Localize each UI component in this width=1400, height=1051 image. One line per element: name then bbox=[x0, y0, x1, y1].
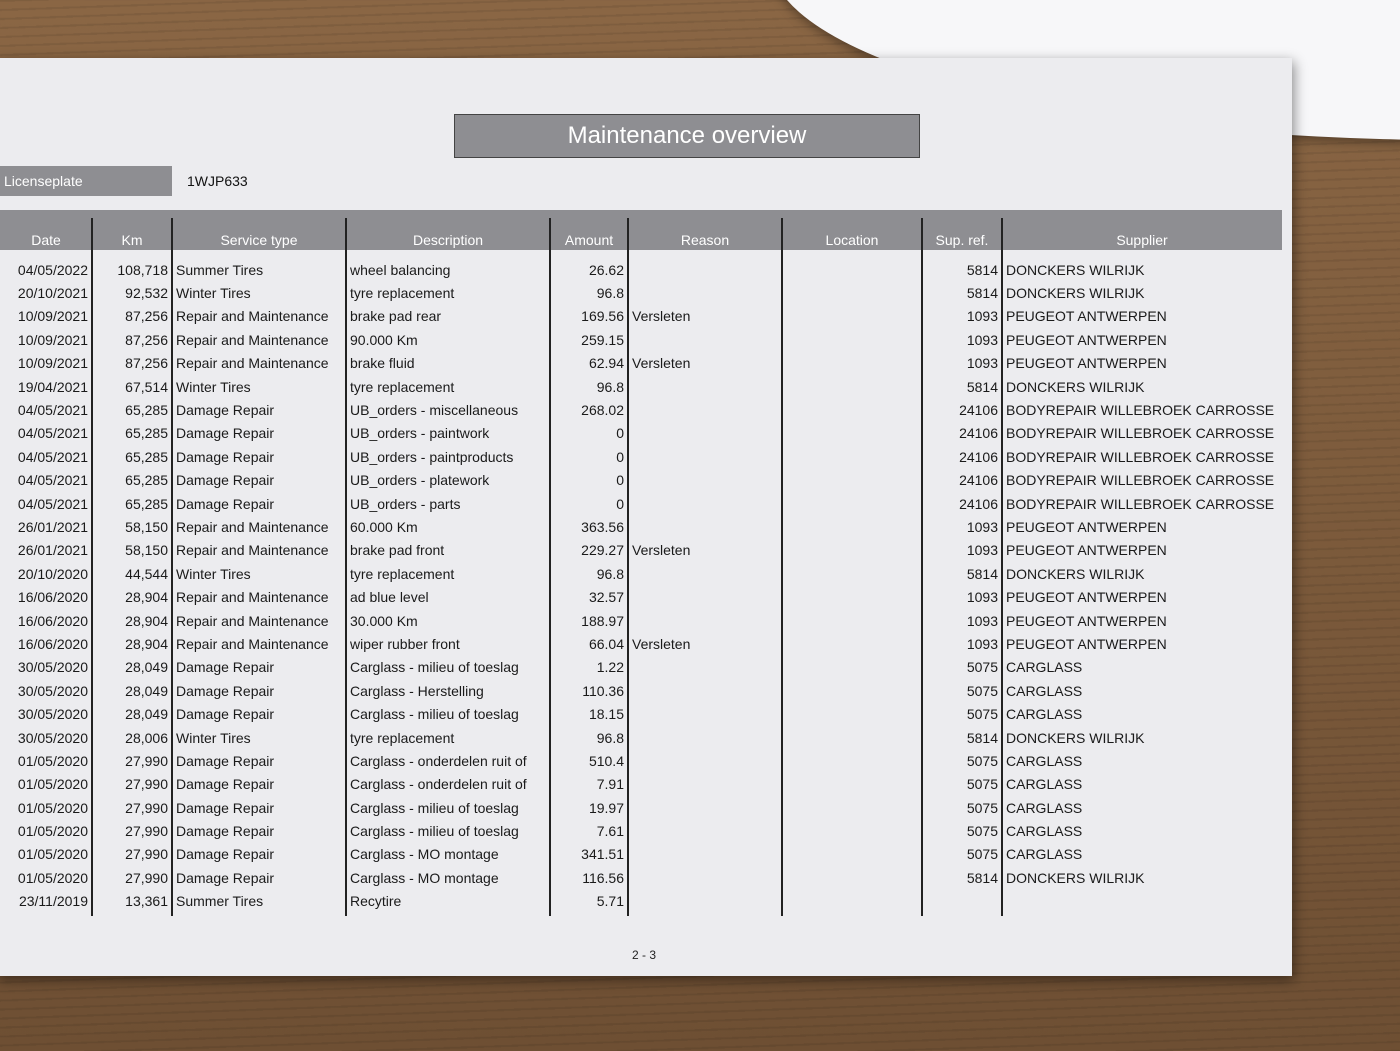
cell-date: 23/11/2019 bbox=[18, 893, 88, 910]
cell-km: 87,256 bbox=[125, 308, 168, 325]
table-row bbox=[0, 328, 1282, 351]
cell-reason bbox=[628, 422, 782, 445]
cell-reason bbox=[628, 398, 782, 421]
cell-service-type: Damage Repair bbox=[176, 869, 275, 886]
cell-service-type: Repair and Maintenance bbox=[176, 518, 329, 535]
cell-amount: 0 bbox=[616, 448, 624, 465]
cell-date: 01/05/2020 bbox=[17, 752, 88, 769]
cell-description: brake fluid bbox=[350, 355, 415, 372]
cell-reason bbox=[628, 890, 782, 913]
cell-amount: 268.02 bbox=[581, 402, 624, 419]
cell-km: 65,285 bbox=[125, 495, 168, 512]
cell-service-type: Repair and Maintenance bbox=[176, 331, 329, 348]
cell-km: 28,904 bbox=[125, 635, 168, 652]
cell-reason bbox=[628, 843, 782, 866]
table-row bbox=[0, 819, 1282, 842]
cell-supplier: PEUGEOT ANTWERPEN bbox=[1006, 308, 1167, 325]
cell-supplier: BODYREPAIR WILLEBROEK CARROSSE bbox=[1006, 448, 1275, 465]
cell-location bbox=[782, 562, 922, 585]
maintenance-table bbox=[0, 258, 1282, 913]
cell-date: 04/05/2022 bbox=[17, 261, 88, 278]
cell-location bbox=[782, 656, 922, 679]
table-row bbox=[0, 679, 1282, 702]
cell-supplier: PEUGEOT ANTWERPEN bbox=[1006, 612, 1167, 629]
cell-service-type: Repair and Maintenance bbox=[176, 635, 329, 652]
cell-date: 19/04/2021 bbox=[17, 378, 88, 395]
cell-amount: 7.61 bbox=[596, 823, 624, 840]
cell-service-type: Damage Repair bbox=[176, 776, 275, 793]
cell-km: 67,514 bbox=[125, 378, 168, 395]
cell-sup-ref: 5814 bbox=[966, 869, 998, 886]
cell-km: 87,256 bbox=[125, 331, 168, 348]
cell-service-type: Damage Repair bbox=[176, 752, 275, 769]
cell-description: Recytire bbox=[350, 893, 402, 910]
cell-amount: 96.8 bbox=[596, 565, 624, 582]
table-row bbox=[0, 656, 1282, 679]
cell-amount: 96.8 bbox=[596, 378, 624, 395]
cell-description: UB_orders - platework bbox=[350, 472, 490, 489]
cell-sup-ref: 24106 bbox=[959, 495, 998, 512]
cell-amount: 0 bbox=[616, 425, 624, 442]
cell-km: 27,990 bbox=[125, 752, 168, 769]
cell-location bbox=[782, 422, 922, 445]
cell-km: 65,285 bbox=[125, 425, 168, 442]
cell-amount: 341.51 bbox=[581, 846, 624, 863]
cell-km: 44,544 bbox=[125, 565, 168, 582]
cell-date: 04/05/2021 bbox=[17, 402, 88, 419]
cell-date: 30/05/2020 bbox=[17, 729, 88, 746]
cell-service-type: Damage Repair bbox=[176, 659, 275, 676]
cell-location bbox=[782, 469, 922, 492]
table-row bbox=[0, 445, 1282, 468]
cell-reason bbox=[628, 375, 782, 398]
table-row bbox=[0, 585, 1282, 608]
cell-location bbox=[782, 445, 922, 468]
cell-reason bbox=[628, 515, 782, 538]
cell-supplier: DONCKERS WILRIJK bbox=[1006, 378, 1145, 395]
cell-amount: 18.15 bbox=[588, 706, 624, 723]
cell-km: 27,990 bbox=[125, 776, 168, 793]
table-row bbox=[0, 258, 1282, 281]
cell-supplier: PEUGEOT ANTWERPEN bbox=[1006, 635, 1167, 652]
table-row bbox=[0, 609, 1282, 632]
table-row bbox=[0, 702, 1282, 725]
cell-reason bbox=[628, 445, 782, 468]
table-row bbox=[0, 539, 1282, 562]
table-row bbox=[0, 352, 1282, 375]
cell-km: 28,006 bbox=[125, 729, 168, 746]
cell-reason bbox=[628, 609, 782, 632]
cell-reason bbox=[628, 819, 782, 842]
cell-description: brake pad front bbox=[350, 542, 445, 559]
cell-supplier: CARGLASS bbox=[1006, 752, 1083, 769]
cell-supplier: BODYREPAIR WILLEBROEK CARROSSE bbox=[1006, 495, 1275, 512]
cell-date: 01/05/2020 bbox=[17, 823, 88, 840]
cell-service-type: Damage Repair bbox=[176, 448, 275, 465]
cell-reason bbox=[628, 773, 782, 796]
cell-date: 04/05/2021 bbox=[17, 495, 88, 512]
cell-location bbox=[782, 726, 922, 749]
cell-km: 27,990 bbox=[125, 823, 168, 840]
cell-reason bbox=[628, 585, 782, 608]
cell-service-type: Damage Repair bbox=[176, 425, 275, 442]
cell-date: 04/05/2021 bbox=[17, 472, 88, 489]
cell-reason bbox=[628, 866, 782, 889]
cell-service-type: Damage Repair bbox=[176, 799, 275, 816]
cell-supplier: PEUGEOT ANTWERPEN bbox=[1006, 589, 1167, 606]
cell-sup-ref: 1093 bbox=[966, 308, 998, 325]
cell-description: UB_orders - paintwork bbox=[350, 425, 490, 442]
cell-supplier: PEUGEOT ANTWERPEN bbox=[1006, 355, 1167, 372]
cell-service-type: Repair and Maintenance bbox=[176, 308, 329, 325]
cell-location bbox=[782, 890, 922, 913]
table-row bbox=[0, 866, 1282, 889]
cell-amount: 110.36 bbox=[582, 682, 624, 699]
cell-amount: 259.15 bbox=[581, 331, 624, 348]
cell-date: 16/06/2020 bbox=[17, 589, 88, 606]
licenseplate-label: Licenseplate bbox=[0, 166, 172, 196]
cell-supplier: DONCKERS WILRIJK bbox=[1006, 285, 1145, 302]
cell-amount: 96.8 bbox=[596, 285, 624, 302]
cell-amount: 510.4 bbox=[588, 752, 624, 769]
cell-location bbox=[782, 492, 922, 515]
cell-date: 10/09/2021 bbox=[17, 331, 88, 348]
cell-sup-ref: 1093 bbox=[966, 518, 998, 535]
cell-description: tyre replacement bbox=[350, 729, 455, 746]
cell-km: 65,285 bbox=[125, 448, 168, 465]
cell-description: ad blue level bbox=[350, 589, 429, 606]
cell-date: 01/05/2020 bbox=[17, 869, 88, 886]
cell-sup-ref: 5075 bbox=[966, 682, 998, 699]
cell-km: 92,532 bbox=[125, 285, 168, 302]
cell-description: Carglass - milieu of toeslag bbox=[350, 659, 519, 676]
cell-sup-ref: 1093 bbox=[966, 331, 998, 348]
cell-supplier: CARGLASS bbox=[1006, 682, 1083, 699]
cell-service-type: Winter Tires bbox=[176, 729, 251, 746]
cell-amount: 26.62 bbox=[588, 261, 624, 278]
cell-km: 108,718 bbox=[117, 261, 168, 278]
cell-supplier: PEUGEOT ANTWERPEN bbox=[1006, 542, 1167, 559]
cell-supplier: CARGLASS bbox=[1006, 846, 1083, 863]
table-row bbox=[0, 375, 1282, 398]
cell-supplier: CARGLASS bbox=[1006, 823, 1083, 840]
cell-service-type: Winter Tires bbox=[176, 378, 251, 395]
document-page bbox=[0, 58, 1292, 976]
cell-reason bbox=[628, 562, 782, 585]
cell-amount: 7.91 bbox=[596, 776, 624, 793]
cell-km: 65,285 bbox=[125, 402, 168, 419]
cell-description: Carglass - MO montage bbox=[350, 846, 499, 863]
cell-location bbox=[782, 352, 922, 375]
cell-km: 28,049 bbox=[125, 682, 168, 699]
cell-description: UB_orders - parts bbox=[350, 495, 461, 512]
cell-service-type: Summer Tires bbox=[176, 261, 264, 278]
cell-service-type: Damage Repair bbox=[176, 706, 275, 723]
cell-service-type: Damage Repair bbox=[176, 495, 275, 512]
table-row bbox=[0, 726, 1282, 749]
cell-sup-ref: 24106 bbox=[959, 472, 998, 489]
cell-reason bbox=[628, 679, 782, 702]
cell-reason bbox=[628, 726, 782, 749]
cell-supplier: CARGLASS bbox=[1006, 706, 1083, 723]
cell-description: 90.000 Km bbox=[350, 331, 418, 348]
cell-reason: Versleten bbox=[632, 308, 691, 325]
cell-sup-ref: 5075 bbox=[966, 706, 998, 723]
cell-description: Carglass - MO montage bbox=[350, 869, 499, 886]
cell-sup-ref: 5075 bbox=[966, 752, 998, 769]
table-row bbox=[0, 843, 1282, 866]
header-supplier: Supplier bbox=[1116, 232, 1168, 248]
cell-reason bbox=[628, 749, 782, 772]
cell-reason bbox=[628, 281, 782, 304]
cell-reason bbox=[628, 796, 782, 819]
table-row bbox=[0, 305, 1282, 328]
cell-km: 13,361 bbox=[125, 893, 168, 910]
table-row bbox=[0, 492, 1282, 515]
cell-date: 26/01/2021 bbox=[17, 518, 88, 535]
cell-amount: 169.56 bbox=[581, 308, 624, 325]
cell-service-type: Winter Tires bbox=[176, 565, 251, 582]
cell-service-type: Damage Repair bbox=[176, 402, 275, 419]
header-sup-ref: Sup. ref. bbox=[935, 232, 989, 248]
header-date: Date bbox=[31, 232, 61, 248]
cell-supplier: BODYREPAIR WILLEBROEK CARROSSE bbox=[1006, 402, 1275, 419]
cell-amount: 0 bbox=[616, 495, 624, 512]
cell-sup-ref: 5814 bbox=[966, 378, 998, 395]
cell-km: 27,990 bbox=[125, 869, 168, 886]
cell-location bbox=[782, 539, 922, 562]
cell-date: 01/05/2020 bbox=[17, 799, 88, 816]
cell-description: UB_orders - paintproducts bbox=[350, 448, 514, 465]
cell-km: 58,150 bbox=[125, 542, 168, 559]
cell-service-type: Summer Tires bbox=[176, 893, 264, 910]
cell-service-type: Damage Repair bbox=[176, 472, 275, 489]
header-amount: Amount bbox=[564, 232, 614, 248]
cell-date: 26/01/2021 bbox=[17, 542, 88, 559]
cell-service-type: Damage Repair bbox=[176, 682, 275, 699]
cell-supplier: DONCKERS WILRIJK bbox=[1006, 869, 1145, 886]
cell-supplier: CARGLASS bbox=[1006, 659, 1083, 676]
cell-supplier: CARGLASS bbox=[1006, 799, 1083, 816]
table-row bbox=[0, 562, 1282, 585]
cell-amount: 1.22 bbox=[596, 659, 624, 676]
cell-sup-ref: 5075 bbox=[966, 659, 998, 676]
cell-service-type: Repair and Maintenance bbox=[176, 542, 329, 559]
cell-location bbox=[782, 843, 922, 866]
table-row bbox=[0, 773, 1282, 796]
cell-location bbox=[782, 398, 922, 421]
cell-sup-ref: 5075 bbox=[966, 776, 998, 793]
cell-reason: Versleten bbox=[632, 542, 691, 559]
cell-location bbox=[782, 609, 922, 632]
cell-km: 28,049 bbox=[125, 659, 168, 676]
table-row bbox=[0, 469, 1282, 492]
cell-sup-ref: 24106 bbox=[959, 448, 998, 465]
header-reason: Reason bbox=[680, 232, 730, 248]
cell-location bbox=[782, 632, 922, 655]
cell-description: Carglass - onderdelen ruit of bbox=[350, 776, 527, 793]
header-km: Km bbox=[121, 232, 143, 248]
cell-sup-ref: 5075 bbox=[966, 823, 998, 840]
cell-km: 28,049 bbox=[125, 706, 168, 723]
cell-date: 04/05/2021 bbox=[17, 448, 88, 465]
table-row bbox=[0, 281, 1282, 304]
cell-km: 28,904 bbox=[125, 589, 168, 606]
cell-reason: Versleten bbox=[632, 355, 691, 372]
cell-sup-ref: 5814 bbox=[966, 729, 998, 746]
cell-description: Carglass - milieu of toeslag bbox=[350, 823, 519, 840]
cell-amount: 0 bbox=[616, 472, 624, 489]
cell-km: 28,904 bbox=[125, 612, 168, 629]
cell-reason bbox=[628, 492, 782, 515]
table-row bbox=[0, 632, 1282, 655]
cell-supplier: PEUGEOT ANTWERPEN bbox=[1006, 518, 1167, 535]
document-title: Maintenance overview bbox=[454, 114, 920, 158]
cell-date: 01/05/2020 bbox=[17, 776, 88, 793]
cell-sup-ref: 24106 bbox=[959, 425, 998, 442]
cell-date: 04/05/2021 bbox=[17, 425, 88, 442]
cell-location bbox=[782, 515, 922, 538]
cell-description: Carglass - milieu of toeslag bbox=[350, 706, 519, 723]
cell-sup-ref: 5075 bbox=[966, 846, 998, 863]
cell-supplier bbox=[1002, 890, 1282, 913]
cell-amount: 32.57 bbox=[588, 589, 624, 606]
cell-date: 30/05/2020 bbox=[17, 659, 88, 676]
cell-supplier: DONCKERS WILRIJK bbox=[1006, 261, 1145, 278]
cell-description: brake pad rear bbox=[350, 308, 442, 325]
cell-location bbox=[782, 749, 922, 772]
cell-location bbox=[782, 328, 922, 351]
cell-km: 27,990 bbox=[125, 799, 168, 816]
cell-service-type: Damage Repair bbox=[176, 823, 275, 840]
cell-amount: 66.04 bbox=[588, 635, 624, 652]
cell-amount: 116.56 bbox=[582, 869, 624, 886]
cell-service-type: Winter Tires bbox=[176, 285, 251, 302]
cell-date: 20/10/2020 bbox=[17, 565, 88, 582]
cell-sup-ref: 1093 bbox=[966, 355, 998, 372]
cell-location bbox=[782, 281, 922, 304]
cell-service-type: Repair and Maintenance bbox=[176, 589, 329, 606]
table-row bbox=[0, 398, 1282, 421]
cell-description: tyre replacement bbox=[350, 378, 455, 395]
cell-sup-ref: 5814 bbox=[966, 285, 998, 302]
table-row bbox=[0, 749, 1282, 772]
table-row bbox=[0, 796, 1282, 819]
cell-description: tyre replacement bbox=[350, 285, 455, 302]
cell-location bbox=[782, 819, 922, 842]
table-row bbox=[0, 515, 1282, 538]
cell-km: 65,285 bbox=[125, 472, 168, 489]
cell-description: Carglass - Herstelling bbox=[350, 682, 484, 699]
cell-location bbox=[782, 796, 922, 819]
cell-description: wheel balancing bbox=[350, 261, 451, 278]
cell-date: 30/05/2020 bbox=[17, 706, 88, 723]
cell-description: 60.000 Km bbox=[350, 518, 418, 535]
cell-reason bbox=[628, 702, 782, 725]
header-description: Description bbox=[412, 232, 484, 248]
cell-date: 01/05/2020 bbox=[17, 846, 88, 863]
cell-reason bbox=[628, 328, 782, 351]
header-service-type: Service type bbox=[220, 232, 298, 248]
cell-amount: 62.94 bbox=[588, 355, 624, 372]
cell-service-type: Repair and Maintenance bbox=[176, 612, 329, 629]
cell-description: 30.000 Km bbox=[350, 612, 418, 629]
cell-sup-ref: 1093 bbox=[966, 542, 998, 559]
cell-service-type: Repair and Maintenance bbox=[176, 355, 329, 372]
cell-supplier: CARGLASS bbox=[1006, 776, 1083, 793]
cell-amount: 188.97 bbox=[581, 612, 624, 629]
cell-location bbox=[782, 866, 922, 889]
page-number: 2 - 3 bbox=[631, 948, 656, 962]
cell-location bbox=[782, 679, 922, 702]
cell-amount: 229.27 bbox=[581, 542, 624, 559]
cell-sup-ref: 1093 bbox=[966, 612, 998, 629]
cell-date: 30/05/2020 bbox=[17, 682, 88, 699]
cell-reason bbox=[628, 656, 782, 679]
cell-location bbox=[782, 773, 922, 796]
cell-description: Carglass - onderdelen ruit of bbox=[350, 752, 527, 769]
cell-amount: 363.56 bbox=[581, 518, 624, 535]
cell-sup-ref: 5075 bbox=[966, 799, 998, 816]
cell-sup-ref bbox=[922, 890, 1002, 913]
table-row bbox=[0, 890, 1282, 913]
cell-date: 20/10/2021 bbox=[17, 285, 88, 302]
cell-supplier: BODYREPAIR WILLEBROEK CARROSSE bbox=[1006, 425, 1275, 442]
cell-sup-ref: 5814 bbox=[966, 565, 998, 582]
cell-sup-ref: 1093 bbox=[966, 589, 998, 606]
cell-description: wiper rubber front bbox=[350, 635, 460, 652]
cell-date: 10/09/2021 bbox=[17, 355, 88, 372]
cell-amount: 19.97 bbox=[588, 799, 624, 816]
header-location: Location bbox=[825, 232, 879, 248]
cell-location bbox=[782, 585, 922, 608]
cell-description: Carglass - milieu of toeslag bbox=[350, 799, 519, 816]
cell-location bbox=[782, 375, 922, 398]
cell-date: 16/06/2020 bbox=[17, 635, 88, 652]
cell-reason: Versleten bbox=[632, 635, 691, 652]
cell-supplier: BODYREPAIR WILLEBROEK CARROSSE bbox=[1006, 472, 1275, 489]
cell-date: 16/06/2020 bbox=[17, 612, 88, 629]
cell-km: 87,256 bbox=[125, 355, 168, 372]
licenseplate-value: 1WJP633 bbox=[187, 173, 248, 189]
cell-sup-ref: 24106 bbox=[959, 402, 998, 419]
cell-location bbox=[782, 258, 922, 281]
cell-supplier: DONCKERS WILRIJK bbox=[1006, 729, 1145, 746]
cell-sup-ref: 5814 bbox=[966, 261, 998, 278]
cell-sup-ref: 1093 bbox=[966, 635, 998, 652]
cell-km: 27,990 bbox=[125, 846, 168, 863]
cell-supplier: DONCKERS WILRIJK bbox=[1006, 565, 1145, 582]
cell-amount: 5.71 bbox=[596, 893, 624, 910]
cell-location bbox=[782, 702, 922, 725]
cell-description: tyre replacement bbox=[350, 565, 455, 582]
cell-description: UB_orders - miscellaneous bbox=[350, 402, 519, 419]
cell-km: 58,150 bbox=[125, 518, 168, 535]
cell-service-type: Damage Repair bbox=[176, 846, 275, 863]
cell-location bbox=[782, 305, 922, 328]
table-row bbox=[0, 422, 1282, 445]
cell-date: 10/09/2021 bbox=[17, 308, 88, 325]
cell-amount: 96.8 bbox=[596, 729, 624, 746]
cell-reason bbox=[628, 469, 782, 492]
cell-reason bbox=[628, 258, 782, 281]
cell-supplier: PEUGEOT ANTWERPEN bbox=[1006, 331, 1167, 348]
